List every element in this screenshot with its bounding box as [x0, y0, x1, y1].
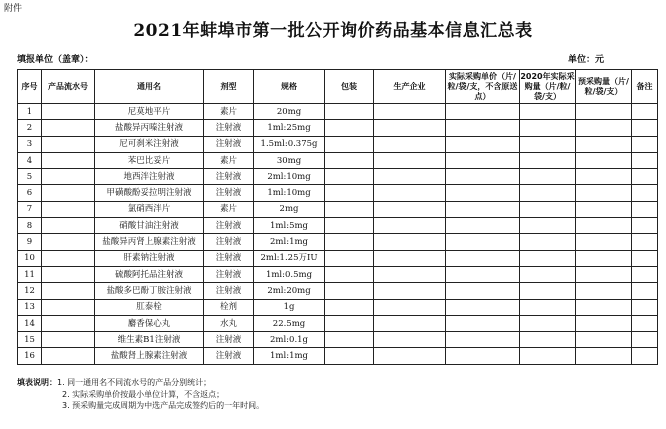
cell-code: [42, 218, 95, 234]
table-row: [18, 250, 658, 266]
cell-name: 甲磺酸酚妥拉明注射液: [95, 185, 204, 201]
cell-unit-price: [446, 218, 520, 234]
cell-2020-volume: [520, 283, 576, 299]
cell-planned-volume: [576, 136, 632, 152]
cell-unit-price: [446, 201, 520, 217]
cell-remarks: [632, 201, 658, 217]
cell-spec: 1ml:5mg: [254, 218, 325, 234]
cell-manufacturer: [374, 152, 446, 168]
col-header-remarks: 备注: [632, 70, 658, 104]
cell-form: 注射液: [204, 348, 254, 364]
cell-code: [42, 152, 95, 168]
cell-code: [42, 120, 95, 136]
cell-remarks: [632, 348, 658, 364]
cell-spec: 2mg: [254, 201, 325, 217]
cell-unit-price: [446, 250, 520, 266]
cell-form: 水丸: [204, 315, 254, 331]
cell-code: [42, 332, 95, 348]
cell-spec: 22.5mg: [254, 315, 325, 331]
cell-form: 注射液: [204, 266, 254, 282]
cell-planned-volume: [576, 201, 632, 217]
cell-unit-price: [446, 136, 520, 152]
cell-planned-volume: [576, 315, 632, 331]
cell-package: [325, 169, 374, 185]
cell-manufacturer: [374, 185, 446, 201]
cell-form: 素片: [204, 201, 254, 217]
cell-name: 硫酸阿托品注射液: [95, 266, 204, 282]
cell-code: [42, 201, 95, 217]
cell-no: 16: [18, 348, 42, 364]
cell-package: [325, 250, 374, 266]
cell-2020-volume: [520, 315, 576, 331]
table-row: [18, 152, 658, 168]
cell-spec: 1ml:0.5mg: [254, 266, 325, 282]
table-row: [18, 332, 658, 348]
cell-form: 素片: [204, 152, 254, 168]
note-item: 2. 实际采购单价按最小单位计算，不含返点；: [62, 389, 225, 399]
cell-code: [42, 169, 95, 185]
attachment-label: 附件: [4, 4, 23, 14]
cell-no: 15: [18, 332, 42, 348]
cell-no: 7: [18, 201, 42, 217]
cell-unit-price: [446, 234, 520, 250]
col-header-manufacturer: 生产企业: [374, 70, 446, 104]
cell-name: 尼莫地平片: [95, 104, 204, 120]
cell-package: [325, 120, 374, 136]
cell-remarks: [632, 315, 658, 331]
cell-remarks: [632, 266, 658, 282]
cell-planned-volume: [576, 332, 632, 348]
cell-2020-volume: [520, 218, 576, 234]
cell-2020-volume: [520, 299, 576, 315]
cell-no: 6: [18, 185, 42, 201]
cell-form: 注射液: [204, 185, 254, 201]
cell-name: 苯巴比妥片: [95, 152, 204, 168]
cell-2020-volume: [520, 120, 576, 136]
cell-code: [42, 250, 95, 266]
cell-name: 盐酸肾上腺素注射液: [95, 348, 204, 364]
cell-remarks: [632, 152, 658, 168]
cell-spec: 1ml:10mg: [254, 185, 325, 201]
cell-unit-price: [446, 299, 520, 315]
cell-package: [325, 152, 374, 168]
col-header-code: 产品流水号: [42, 70, 95, 104]
cell-manufacturer: [374, 136, 446, 152]
cell-remarks: [632, 283, 658, 299]
cell-2020-volume: [520, 266, 576, 282]
cell-2020-volume: [520, 348, 576, 364]
cell-spec: 30mg: [254, 152, 325, 168]
cell-manufacturer: [374, 104, 446, 120]
col-header-form: 剂型: [204, 70, 254, 104]
col-header-2020-volume: 2020年实际采购量（片/粒/袋/支）: [520, 70, 576, 104]
cell-manufacturer: [374, 315, 446, 331]
cell-remarks: [632, 104, 658, 120]
cell-remarks: [632, 169, 658, 185]
cell-manufacturer: [374, 348, 446, 364]
cell-name: 肝素钠注射液: [95, 250, 204, 266]
cell-form: 注射液: [204, 283, 254, 299]
table-header-row: [18, 70, 658, 104]
notes-label: 填表说明：: [17, 378, 57, 387]
cell-spec: 1ml:25mg: [254, 120, 325, 136]
cell-no: 3: [18, 136, 42, 152]
cell-no: 4: [18, 152, 42, 168]
cell-unit-price: [446, 266, 520, 282]
cell-no: 14: [18, 315, 42, 331]
cell-2020-volume: [520, 136, 576, 152]
currency-unit-label: 单位：元: [568, 55, 605, 65]
cell-name: 盐酸异丙肾上腺素注射液: [95, 234, 204, 250]
cell-code: [42, 348, 95, 364]
cell-planned-volume: [576, 266, 632, 282]
cell-code: [42, 136, 95, 152]
cell-planned-volume: [576, 250, 632, 266]
table-row: [18, 136, 658, 152]
table-row: [18, 201, 658, 217]
cell-code: [42, 283, 95, 299]
cell-2020-volume: [520, 185, 576, 201]
cell-spec: 20mg: [254, 104, 325, 120]
cell-unit-price: [446, 315, 520, 331]
cell-code: [42, 104, 95, 120]
cell-remarks: [632, 332, 658, 348]
cell-no: 10: [18, 250, 42, 266]
cell-planned-volume: [576, 218, 632, 234]
cell-unit-price: [446, 152, 520, 168]
cell-name: 尼可刹米注射液: [95, 136, 204, 152]
table-row: [18, 104, 658, 120]
cell-no: 8: [18, 218, 42, 234]
col-header-name: 通用名: [95, 70, 204, 104]
cell-2020-volume: [520, 332, 576, 348]
cell-spec: 2ml:20mg: [254, 283, 325, 299]
cell-manufacturer: [374, 250, 446, 266]
cell-unit-price: [446, 104, 520, 120]
table-row: [18, 185, 658, 201]
cell-manufacturer: [374, 299, 446, 315]
cell-spec: 2ml:1.25万IU: [254, 250, 325, 266]
cell-remarks: [632, 299, 658, 315]
cell-spec: 1.5ml:0.375g: [254, 136, 325, 152]
cell-no: 9: [18, 234, 42, 250]
cell-form: 注射液: [204, 218, 254, 234]
cell-spec: 2ml:10mg: [254, 169, 325, 185]
table-row: [18, 169, 658, 185]
cell-2020-volume: [520, 234, 576, 250]
cell-code: [42, 185, 95, 201]
cell-form: 素片: [204, 104, 254, 120]
cell-name: 肛泰栓: [95, 299, 204, 315]
cell-2020-volume: [520, 201, 576, 217]
cell-no: 13: [18, 299, 42, 315]
table-row: [18, 218, 658, 234]
cell-planned-volume: [576, 348, 632, 364]
cell-no: 1: [18, 104, 42, 120]
cell-planned-volume: [576, 185, 632, 201]
cell-unit-price: [446, 348, 520, 364]
cell-form: 注射液: [204, 120, 254, 136]
page-title: 2021年蚌埠市第一批公开询价药品基本信息汇总表: [133, 21, 533, 41]
cell-form: 注射液: [204, 234, 254, 250]
cell-package: [325, 299, 374, 315]
col-header-no: 序号: [18, 70, 42, 104]
cell-spec: 1g: [254, 299, 325, 315]
cell-name: 盐酸多巴酚丁胺注射液: [95, 283, 204, 299]
cell-planned-volume: [576, 169, 632, 185]
cell-code: [42, 234, 95, 250]
cell-spec: 1ml:1mg: [254, 348, 325, 364]
table-row: [18, 234, 658, 250]
cell-name: 硝酸甘油注射液: [95, 218, 204, 234]
cell-unit-price: [446, 332, 520, 348]
table-row: [18, 299, 658, 315]
cell-planned-volume: [576, 283, 632, 299]
cell-remarks: [632, 120, 658, 136]
cell-package: [325, 315, 374, 331]
cell-name: 维生素B1注射液: [95, 332, 204, 348]
cell-unit-price: [446, 283, 520, 299]
form-notes: [17, 377, 264, 412]
cell-package: [325, 266, 374, 282]
cell-no: 2: [18, 120, 42, 136]
cell-manufacturer: [374, 120, 446, 136]
table-row: [18, 120, 658, 136]
col-header-spec: 规格: [254, 70, 325, 104]
cell-name: 盐酸异丙嗪注射液: [95, 120, 204, 136]
cell-unit-price: [446, 185, 520, 201]
cell-name: 氯硝西泮片: [95, 201, 204, 217]
cell-no: 5: [18, 169, 42, 185]
filler-unit-label: 填报单位（盖章）：: [17, 55, 94, 65]
cell-name: 地西泮注射液: [95, 169, 204, 185]
cell-name: 麝香保心丸: [95, 315, 204, 331]
cell-package: [325, 136, 374, 152]
cell-no: 12: [18, 283, 42, 299]
table-row: [18, 266, 658, 282]
note-item: 1. 同一通用名不同流水号的产品分别统计；: [57, 378, 212, 387]
cell-package: [325, 348, 374, 364]
cell-manufacturer: [374, 332, 446, 348]
cell-2020-volume: [520, 152, 576, 168]
cell-form: 注射液: [204, 332, 254, 348]
cell-form: 注射液: [204, 169, 254, 185]
cell-manufacturer: [374, 201, 446, 217]
cell-code: [42, 299, 95, 315]
table-row: [18, 348, 658, 364]
cell-remarks: [632, 218, 658, 234]
cell-form: 注射液: [204, 136, 254, 152]
cell-planned-volume: [576, 104, 632, 120]
cell-planned-volume: [576, 234, 632, 250]
cell-manufacturer: [374, 266, 446, 282]
cell-code: [42, 315, 95, 331]
table-row: [18, 315, 658, 331]
cell-2020-volume: [520, 104, 576, 120]
cell-remarks: [632, 250, 658, 266]
note-item: 3. 预采购量完成周期为中选产品完成签约后的一年时间。: [62, 401, 265, 410]
cell-code: [42, 266, 95, 282]
cell-manufacturer: [374, 218, 446, 234]
cell-package: [325, 185, 374, 201]
cell-form: 栓剂: [204, 299, 254, 315]
cell-package: [325, 332, 374, 348]
cell-no: 11: [18, 266, 42, 282]
cell-planned-volume: [576, 152, 632, 168]
cell-form: 注射液: [204, 250, 254, 266]
cell-spec: 2ml:0.1g: [254, 332, 325, 348]
cell-remarks: [632, 136, 658, 152]
cell-spec: 2ml:1mg: [254, 234, 325, 250]
cell-remarks: [632, 234, 658, 250]
drug-summary-table: [17, 69, 658, 365]
col-header-unit-price: 实际采购单价（片/粒/袋/支，不含原送点）: [446, 70, 520, 104]
cell-package: [325, 201, 374, 217]
cell-planned-volume: [576, 120, 632, 136]
cell-manufacturer: [374, 169, 446, 185]
cell-unit-price: [446, 120, 520, 136]
cell-package: [325, 104, 374, 120]
col-header-package: 包装: [325, 70, 374, 104]
cell-package: [325, 218, 374, 234]
cell-unit-price: [446, 169, 520, 185]
cell-2020-volume: [520, 250, 576, 266]
col-header-planned-volume: 预采购量（片/粒/袋/支）: [576, 70, 632, 104]
cell-package: [325, 234, 374, 250]
cell-manufacturer: [374, 283, 446, 299]
cell-remarks: [632, 185, 658, 201]
table-row: [18, 283, 658, 299]
cell-planned-volume: [576, 299, 632, 315]
cell-manufacturer: [374, 234, 446, 250]
cell-package: [325, 283, 374, 299]
cell-2020-volume: [520, 169, 576, 185]
